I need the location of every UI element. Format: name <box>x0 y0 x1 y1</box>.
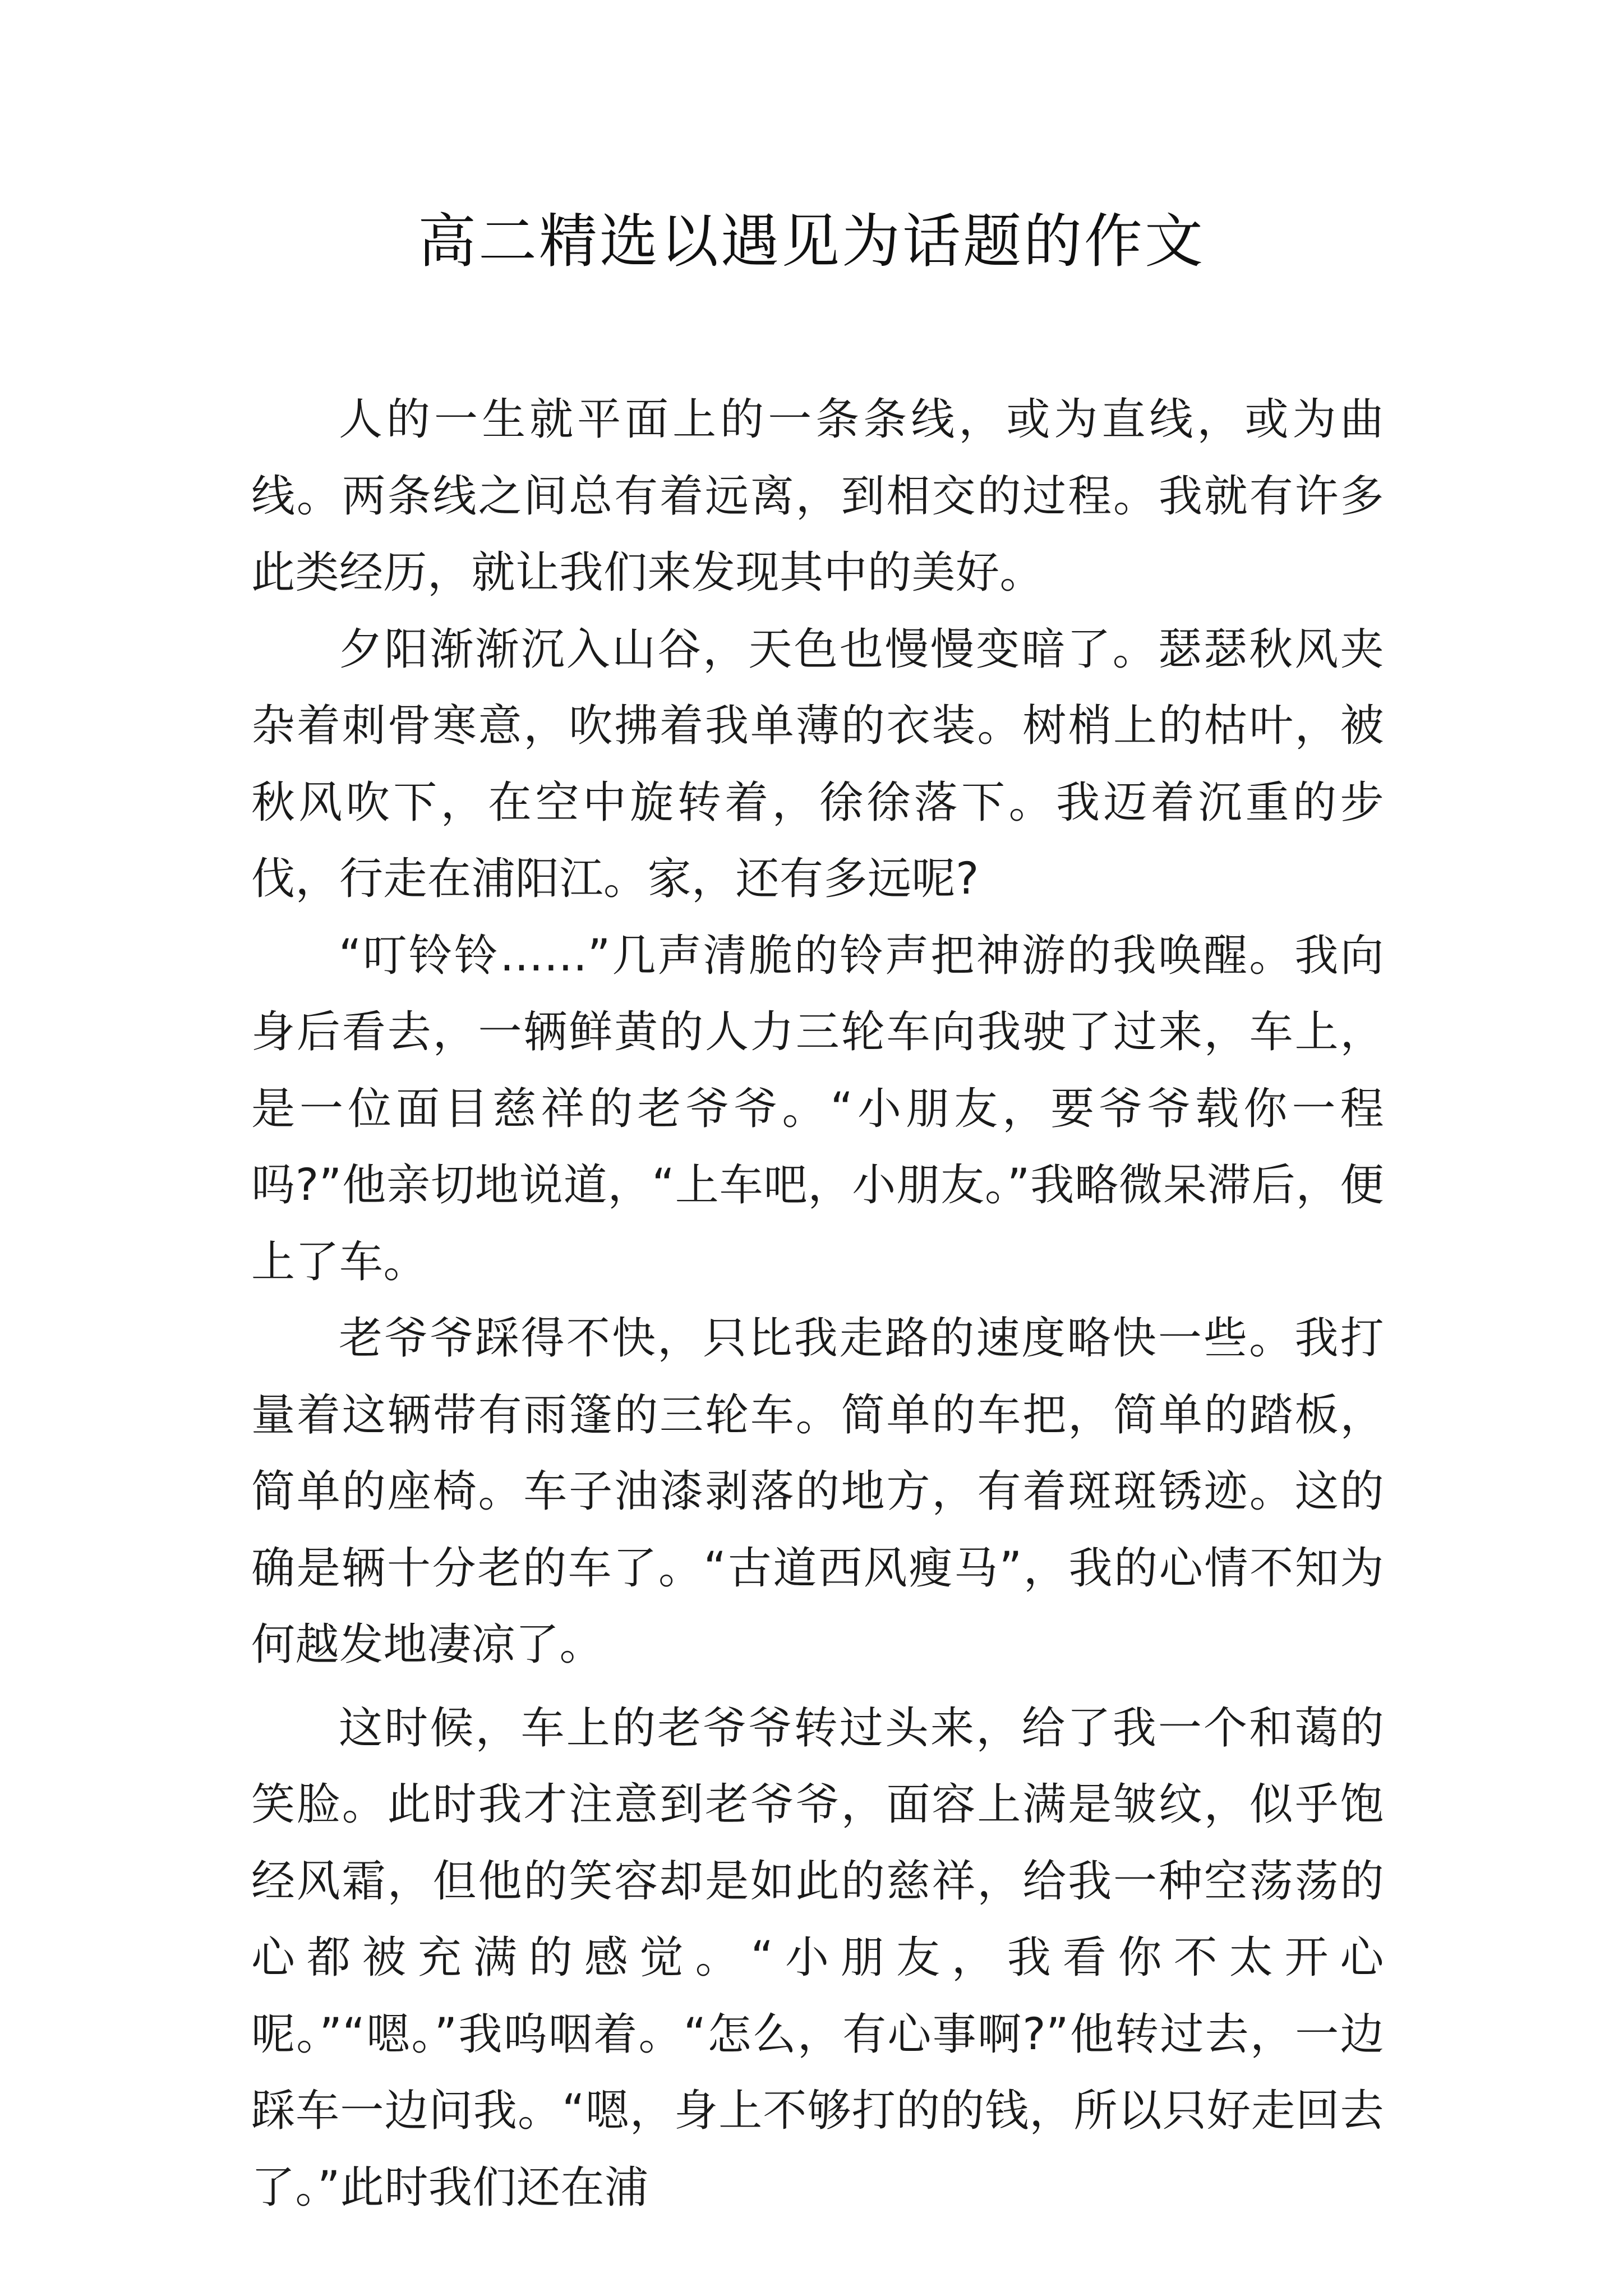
document-title: 高二精选以遇见为话题的作文 <box>417 207 1205 275</box>
paragraph-2: 夕阳渐渐沉入山谷，天色也慢慢变暗了。瑟瑟秋风夹杂着刺骨寒意，吹拂着我单薄的衣装。树梢上的枯叶，被秋风吹下，在空中旋转着，徐徐落下。我迈着沉重的步伐，行走在浦阳江。家，还有多远呢? <box>251 624 1384 904</box>
paragraph-3: “叮铃铃……”几声清脆的铃声把神游的我唤醒。我向身后看去，一辆鲜黄的人力三轮车向我驶了过来，车上，是一位面目慈祥的老爷爷。“小朋友，要爷爷载你一程吗?”他亲切地说道，“上车吧，小朋友。”我略微呆滞后，便上了车。 <box>251 930 1384 1287</box>
document-body <box>251 381 1384 2226</box>
paragraph-1: 人的一生就平面上的一条条线，或为直线，或为曲线。两条线之间总有着远离，到相交的过程。我就有许多此类经历，就让我们来发现其中的美好。 <box>251 394 1384 598</box>
paragraph-4: 老爷爷踩得不快，只比我走路的速度略快一些。我打量着这辆带有雨篷的三轮车。简单的车把，简单的踏板，简单的座椅。车子油漆剥落的地方，有着斑斑锈迹。这的确是辆十分老的车了。“古道西风瘦马”，我的心情不知为何越发地凄凉了。 <box>251 1313 1384 1670</box>
paragraph-5: 这时候，车上的老爷爷转过头来，给了我一个和蔼的笑脸。此时我才注意到老爷爷，面容上满是皱纹，似乎饱经风霜，但他的笑容却是如此的慈祥，给我一种空荡荡的心都被充满的感觉。“小朋友，我看你不太开心呢。”“嗯。”我呜咽着。“怎么，有心事啊?”他转过去，一边踩车一边问我。“嗯，身上不够打的的钱，所以只好走回去了。”此时我们还在浦 <box>251 1703 1384 2213</box>
